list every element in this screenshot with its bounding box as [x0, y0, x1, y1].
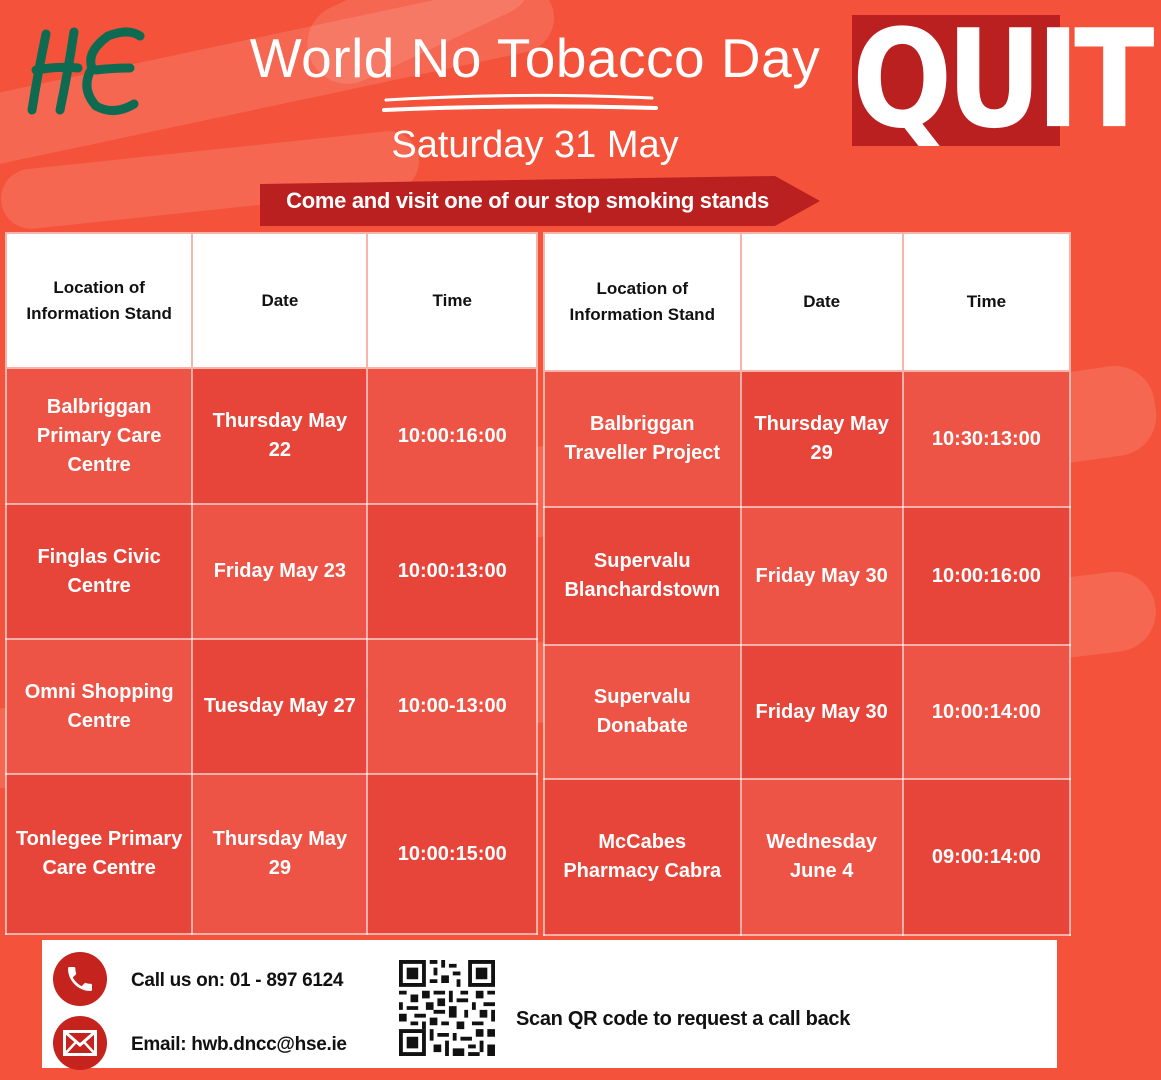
date-cell: Wednesday June 4	[741, 779, 903, 935]
time-cell: 10:00-13:00	[367, 639, 537, 774]
location-cell: Tonlegee Primary Care Centre	[6, 774, 192, 934]
time-cell: 10:00:15:00	[367, 774, 537, 934]
table-row	[544, 645, 1070, 779]
header-location: Location of Information Stand	[544, 233, 741, 371]
table-row	[6, 639, 537, 774]
hse-logo-icon	[18, 22, 148, 117]
date-cell: Thursday May 22	[192, 368, 367, 504]
table-row	[6, 774, 537, 934]
email-text[interactable]: Email: hwb.dncc@hse.ie	[131, 1034, 347, 1055]
quit-text: QUIT	[852, 0, 1149, 159]
table-row	[6, 504, 537, 639]
table-header-row	[6, 233, 537, 368]
left-schedule-table	[5, 232, 538, 935]
time-cell: 10:00:16:00	[367, 368, 537, 504]
banner-text: Come and visit one of our stop smoking stands	[286, 188, 769, 213]
time-cell: 10:00:13:00	[367, 504, 537, 639]
event-date: Saturday 31 May	[391, 124, 679, 166]
table-header-row	[544, 233, 1070, 371]
date-cell: Friday May 30	[741, 645, 903, 779]
location-cell: Omni Shopping Centre	[6, 639, 192, 774]
phone-text[interactable]: Call us on: 01 - 897 6124	[131, 970, 344, 991]
table-row	[6, 368, 537, 504]
date-cell: Friday May 23	[192, 504, 367, 639]
header-date: Date	[192, 233, 367, 368]
time-cell: 10:30:13:00	[903, 371, 1070, 507]
location-cell: Finglas Civic Centre	[6, 504, 192, 639]
header-time: Time	[903, 233, 1070, 371]
location-cell: Balbriggan Primary Care Centre	[6, 368, 192, 504]
date-cell: Friday May 30	[741, 507, 903, 645]
title-underline	[380, 92, 660, 118]
banner	[260, 176, 820, 226]
location-cell: Supervalu Blanchardstown	[544, 507, 741, 645]
qr-instruction-text: Scan QR code to request a call back	[516, 1008, 851, 1030]
date-cell: Thursday May 29	[741, 371, 903, 507]
page-title: World No Tobacco Day	[249, 27, 821, 89]
contact-footer	[42, 940, 1057, 1068]
qr-code-icon[interactable]	[399, 960, 495, 1056]
quit-badge	[852, 0, 1149, 159]
date-cell: Tuesday May 27	[192, 639, 367, 774]
location-cell: McCabes Pharmacy Cabra	[544, 779, 741, 935]
table-row	[544, 371, 1070, 507]
header-time: Time	[367, 233, 537, 368]
location-cell: Supervalu Donabate	[544, 645, 741, 779]
time-cell: 10:00:16:00	[903, 507, 1070, 645]
header-location: Location of Information Stand	[6, 233, 192, 368]
location-cell: Balbriggan Traveller Project	[544, 371, 741, 507]
date-cell: Thursday May 29	[192, 774, 367, 934]
right-schedule-table	[543, 232, 1071, 936]
time-cell: 10:00:14:00	[903, 645, 1070, 779]
table-row	[544, 507, 1070, 645]
phone-icon[interactable]	[53, 952, 107, 1006]
time-cell: 09:00:14:00	[903, 779, 1070, 935]
envelope-icon[interactable]	[53, 1016, 107, 1070]
header-date: Date	[741, 233, 903, 371]
table-row	[544, 779, 1070, 935]
